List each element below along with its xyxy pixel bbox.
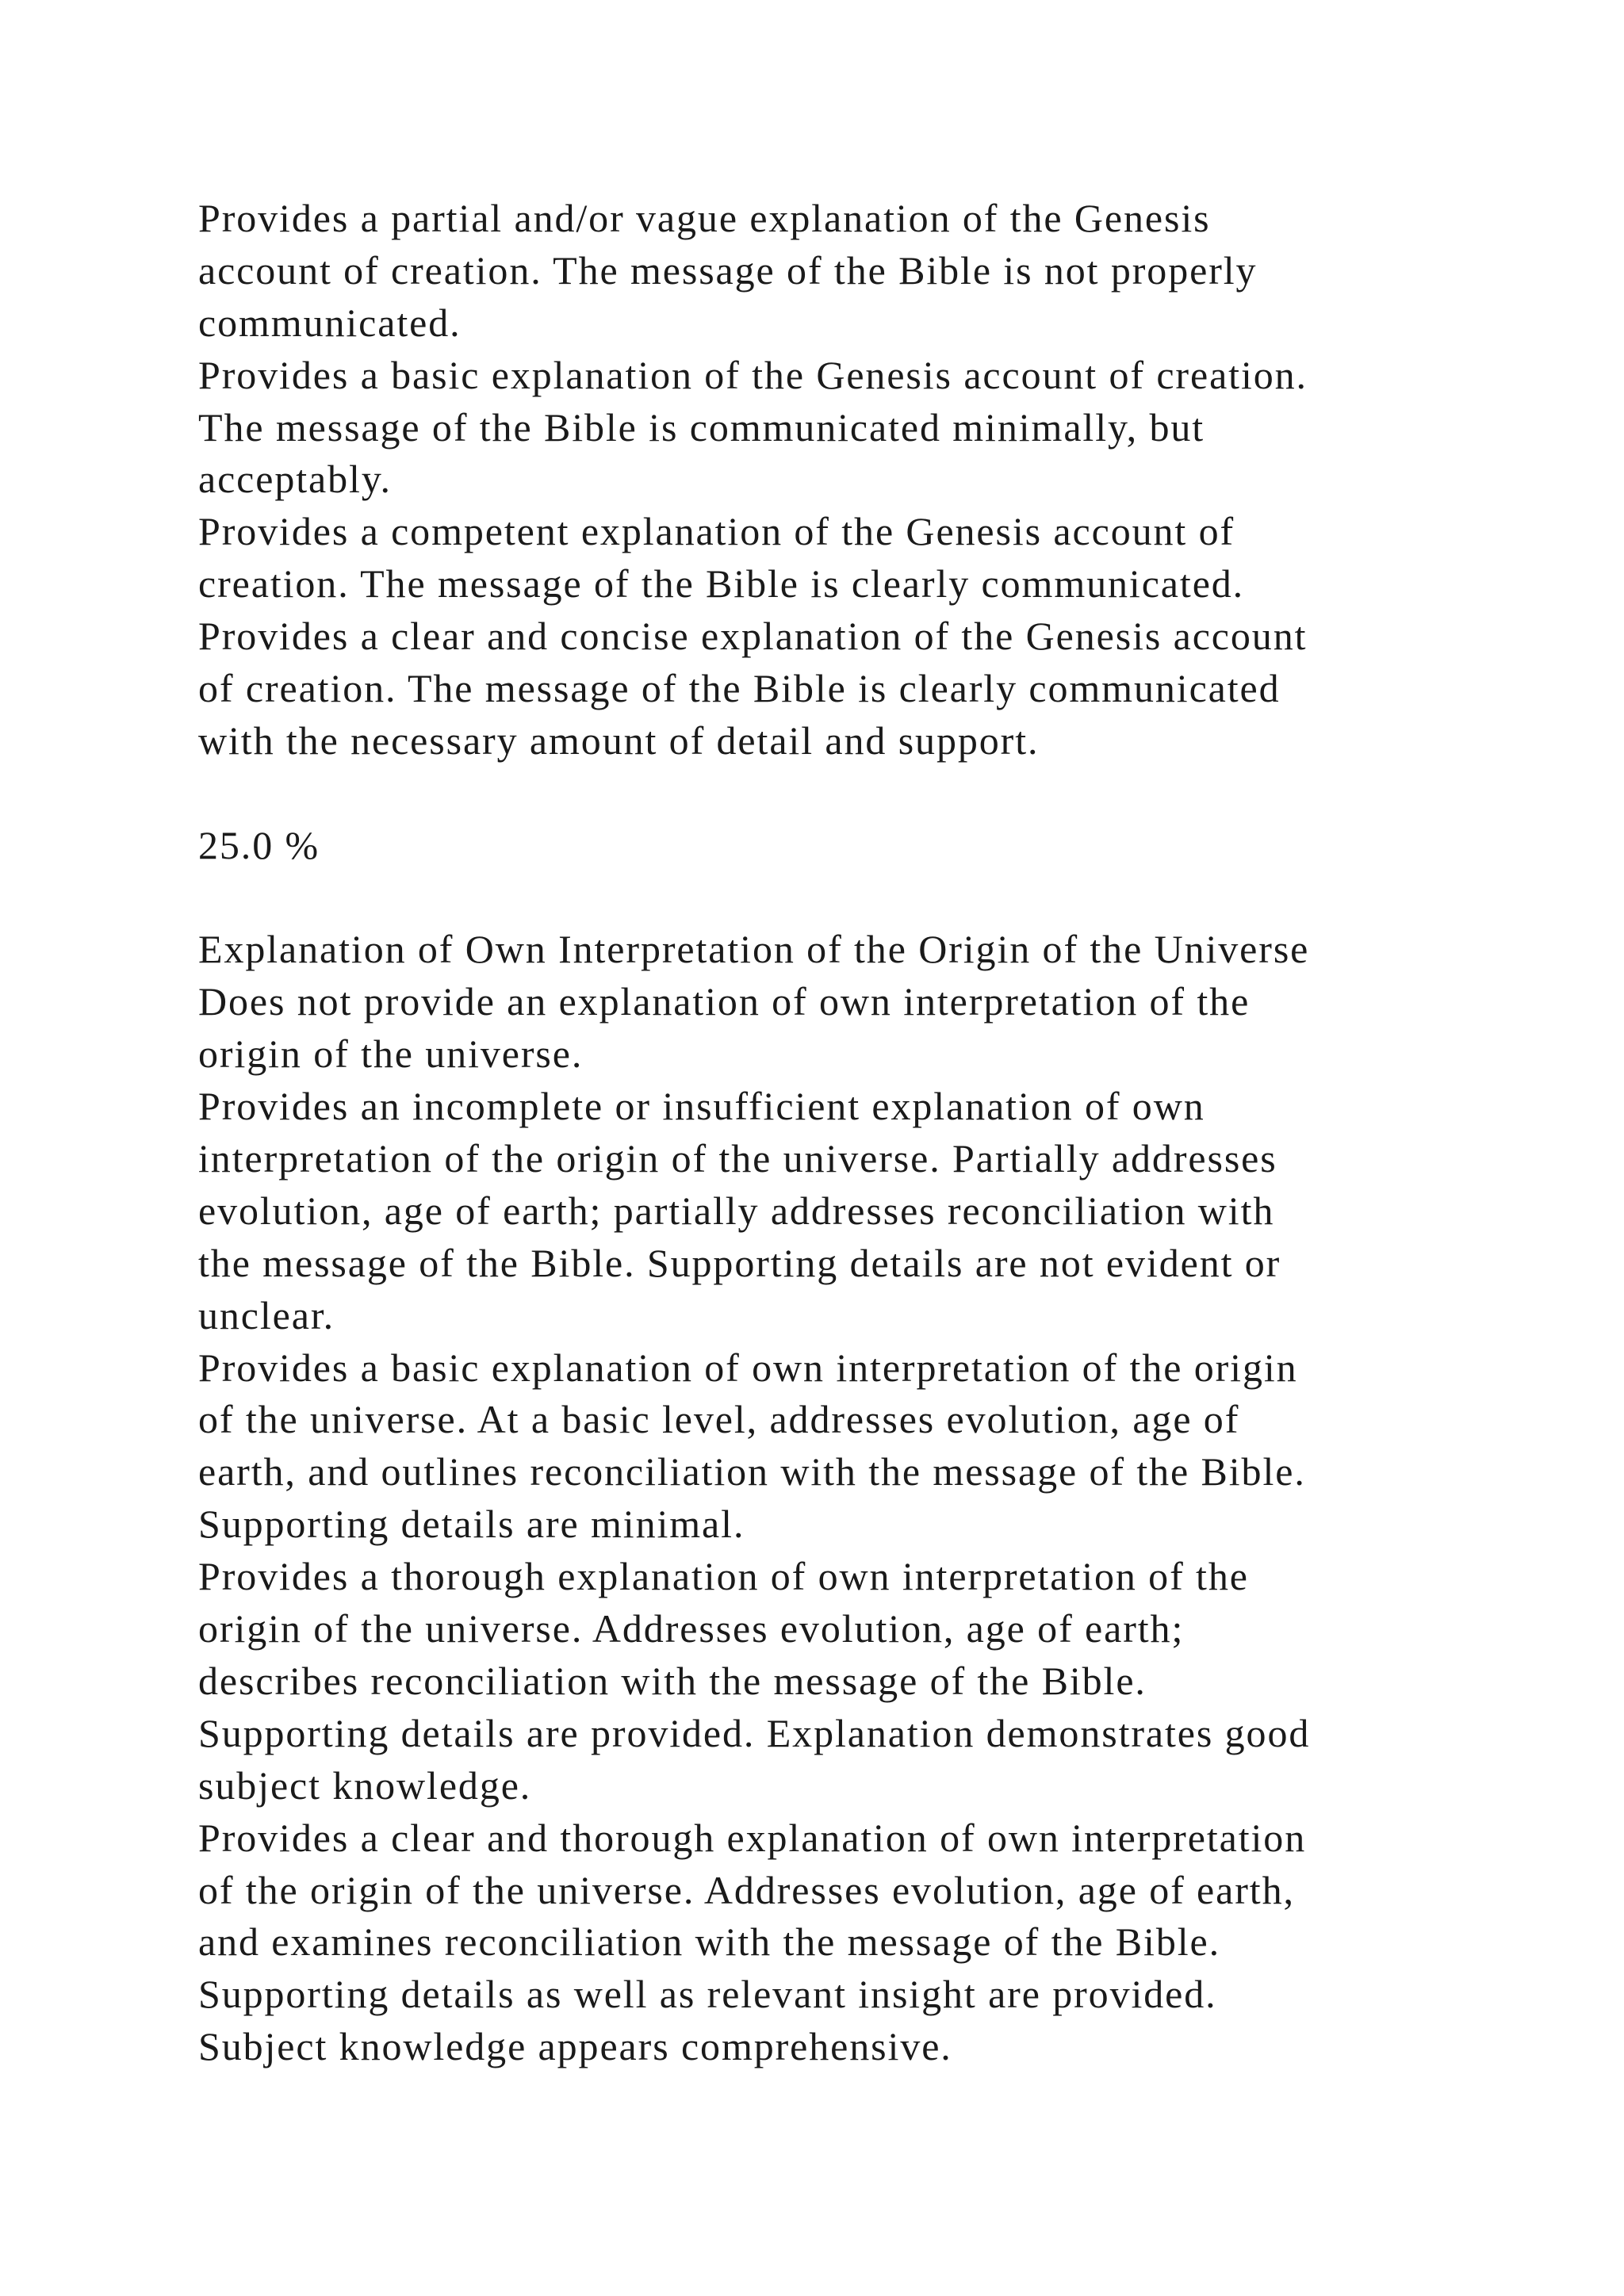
text-line: subject knowledge. [198,1762,532,1808]
text-line: Provides a basic explanation of own interpretation of the origin [198,1345,1298,1390]
document-page [198,193,1546,2073]
text-line: Provides a partial and/or vague explanation of the Genesis [198,196,1211,240]
rubric-block-genesis [198,193,1546,767]
text-line: Does not provide an explanation of own interpretation of the [198,979,1251,1024]
text-line: origin of the universe. [198,1031,584,1077]
text-line: Subject knowledge appears comprehensive. [198,2024,952,2069]
text-line: communicated. [198,300,462,345]
blank-line [198,872,1546,924]
rubric-block-origin-of-universe [198,924,1546,2073]
text-line: with the necessary amount of detail and support. [198,718,1040,763]
text-line: unclear. [198,1292,335,1337]
text-line: Supporting details as well as relevant insight are provided. [198,1972,1217,2017]
text-line: Supporting details are provided. Explanation demonstrates good [198,1710,1311,1755]
blank-line [198,767,1546,820]
text-line: account of creation. The message of the Bible is not properly [198,247,1258,293]
text-line: of the origin of the universe. Addresses evolution, age of earth, [198,1867,1295,1912]
text-line: and examines reconciliation with the message of the Bible. [198,1919,1221,1965]
text-line: origin of the universe. Addresses evolution, age of earth; [198,1606,1185,1651]
text-line: describes reconciliation with the message of the Bible. [198,1658,1147,1703]
text-line: earth, and outlines reconciliation with the message of the Bible. [198,1449,1306,1494]
text-line: The message of the Bible is communicated minimally, but [198,404,1205,450]
text-line: the message of the Bible. Supporting details are not evident or [198,1240,1281,1285]
text-line: Provides a clear and concise explanation of the Genesis account [198,614,1308,659]
text-line: acceptably. [198,457,392,502]
text-line: interpretation of the origin of the universe. Partially addresses [198,1136,1277,1181]
text-line: creation. The message of the Bible is clearly communicated. [198,561,1245,607]
text-line: of creation. The message of the Bible is clearly communicated [198,666,1281,711]
text-line: Provides a basic explanation of the Genesis account of creation. [198,352,1308,397]
text-line: evolution, age of earth; partially addresses reconciliation with [198,1188,1275,1233]
text-line: Provides a competent explanation of the Genesis account of [198,509,1235,554]
criterion-heading: Explanation of Own Interpretation of the Origin of the Universe [198,927,1310,972]
text-line: of the universe. At a basic level, addresses evolution, age of [198,1397,1240,1442]
text-line: Supporting details are minimal. [198,1502,745,1547]
text-line: Provides a thorough explanation of own interpretation of the [198,1554,1249,1599]
text-line: Provides a clear and thorough explanation of own interpretation [198,1815,1307,1860]
text-line: Provides an incomplete or insufficient explanation of own [198,1084,1205,1129]
weight-percentage: 25.0 % [198,822,320,867]
